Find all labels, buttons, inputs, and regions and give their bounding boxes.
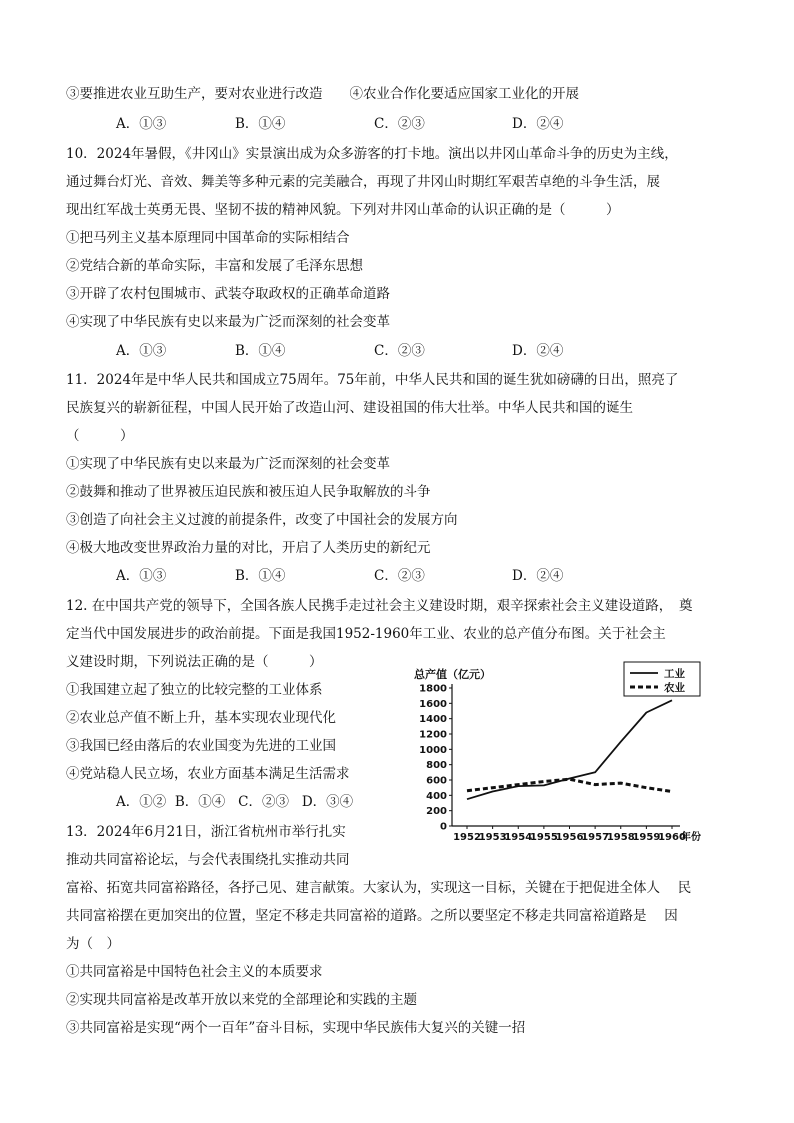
chart-x-tick-label: 1960 — [658, 832, 686, 843]
chart-x-tick-label: 1957 — [581, 832, 610, 843]
chart-y-tick-label: 1600 — [419, 698, 447, 710]
chart-x-tick-label: 1952 — [453, 832, 481, 843]
q9-option-b: B．①④ — [235, 116, 286, 132]
q13-stem-line: 推动共同富裕论坛，与会代表围绕扎实推动共同 — [66, 852, 350, 868]
chart-y-tick-label: 0 — [440, 821, 447, 833]
q11-item-4: ④极大地改变世界政治力量的对比，开启了人类历史的新纪元 — [66, 540, 431, 556]
chart-y-axis-label: 总产值（亿元） — [414, 668, 491, 681]
chart-x-tick-label: 1959 — [632, 832, 661, 843]
chart-y-tick-label: 800 — [426, 760, 447, 772]
chart-x-tick-label: 1954 — [504, 832, 533, 843]
q11-option-b: B．①④ — [235, 568, 286, 584]
chart-x-axis-label: 年份 — [681, 832, 701, 843]
q12-item-1: ①我国建立起了独立的比较完整的工业体系 — [66, 682, 323, 698]
chart-legend-label: 农业 — [664, 682, 685, 694]
q10-option-c: C．②③ — [374, 343, 425, 359]
q10-item-3: ③开辟了农村包围城市、武装夺取政权的正确革命道路 — [66, 286, 390, 302]
q11-item-2: ②鼓舞和推动了世界被压迫民族和被压迫人民争取解放的斗争 — [66, 484, 431, 500]
q10-item-1: ①把马列主义基本原理同中国革命的实际相结合 — [66, 230, 350, 246]
q11-answer-blank: （ ） — [66, 428, 134, 444]
chart-x-tick-label: 1953 — [478, 832, 507, 843]
chart-series-line-1 — [467, 700, 672, 799]
q13-item-1: ①共同富裕是中国特色社会主义的本质要求 — [66, 964, 323, 980]
chart-x-tick-label: 1958 — [606, 832, 635, 843]
q10-option-d: D．②④ — [512, 343, 564, 359]
q12-item-3: ③我国已经由落后的农业国变为先进的工业国 — [66, 738, 336, 754]
chart-y-tick-label: 1200 — [419, 729, 447, 741]
q12-stem-line: 12. 在中国共产党的领导下，全国各族人民携手走过社会主义建设时期，艰辛探索社会主义建设道路， 奠 — [66, 598, 693, 614]
q10-item-2: ②党结合新的革命实际，丰富和发展了毛泽东思想 — [66, 258, 363, 274]
q11-item-1: ①实现了中华民族有史以来最为广泛而深刻的社会变革 — [66, 456, 390, 472]
chart-y-tick-label: 400 — [426, 790, 447, 802]
q11-item-3: ③创造了向社会主义过渡的前提条件，改变了中国社会的发展方向 — [66, 512, 458, 528]
q9-item-line: ③要推进农业互助生产，要对农业进行改造 ④农业合作化要适应国家工业化的开展 — [66, 86, 579, 102]
q10-stem-line: 现出红军战士英勇无畏、坚韧不拔的精神风貌。下列对井冈山革命的认识正确的是（ ） — [66, 202, 620, 218]
chart-y-tick-label: 600 — [426, 775, 447, 787]
chart-legend-box — [624, 662, 700, 696]
chart-y-tick-label: 1400 — [419, 714, 447, 726]
q13-stem-line: 共同富裕摆在更加突出的位置，坚定不移走共同富裕的道路。之所以要坚定不移走共同富裕道路是 因 — [66, 908, 678, 924]
q13-stem-line: 为（ ） — [66, 936, 120, 952]
q11-stem-line: 民族复兴的崭新征程，中国人民开始了改造山河、建设祖国的伟大壮举。中华人民共和国的诞生 — [66, 400, 633, 416]
chart-x-tick-label: 1956 — [555, 832, 584, 843]
q13-item-3: ③共同富裕是实现“两个一百年”奋斗目标，实现中华民族伟大复兴的关键一招 — [66, 1020, 526, 1036]
chart-y-tick-label: 200 — [426, 806, 447, 818]
q9-option-a: A．①③ — [116, 116, 167, 132]
q11-option-c: C．②③ — [374, 568, 425, 584]
q11-option-d: D．②④ — [512, 568, 564, 584]
q12-stem-line: 义建设时期，下列说法正确的是（ ） — [66, 654, 323, 670]
q10-option-b: B．①④ — [235, 343, 286, 359]
q10-item-4: ④实现了中华民族有史以来最为广泛而深刻的社会变革 — [66, 314, 390, 330]
q9-option-d: D．②④ — [512, 116, 564, 132]
q11-stem-line: 11．2024年是中华人民共和国成立75周年。75年前，中华人民共和国的诞生犹如磅礴的日出，照亮了 — [66, 372, 679, 388]
q10-stem-line: 10．2024年暑假，《井冈山》实景演出成为众多游客的打卡地。演出以井冈山革命斗争的历史为主线， — [66, 146, 678, 162]
q12-options: A．①② B．①④ C．②③ D．③④ — [116, 794, 354, 810]
q13-stem-line: 富裕、拓宽共同富裕路径，各抒己见、建言献策。大家认为，实现这一目标，关键在于把促进全体人 民 — [66, 880, 692, 896]
q11-option-a: A．①③ — [116, 568, 167, 584]
q12-stem-line: 定当代中国发展进步的政治前提。下面是我国1952-1960年工业、农业的总产值分布图。关于社会主 — [66, 626, 666, 642]
chart-y-tick-label: 1800 — [419, 683, 447, 695]
q13-item-2: ②实现共同富裕是改革开放以来党的全部理论和实践的主题 — [66, 992, 417, 1008]
q12-item-2: ②农业总产值不断上升，基本实现农业现代化 — [66, 710, 336, 726]
q12-item-4: ④党站稳人民立场，农业方面基本满足生活需求 — [66, 766, 350, 782]
q10-stem-line: 通过舞台灯光、音效、舞美等多种元素的完美融合，再现了井冈山时期红军艰苦卓绝的斗争生活，展 — [66, 174, 660, 190]
chart-y-tick-label: 1000 — [419, 744, 447, 756]
q13-stem-line: 13．2024年6月21日，浙江省杭州市举行扎实 — [66, 824, 346, 840]
q9-option-c: C．②③ — [374, 116, 425, 132]
chart-x-tick-label: 1955 — [529, 832, 558, 843]
industry-agriculture-chart — [412, 657, 712, 847]
q10-option-a: A．①③ — [116, 343, 167, 359]
chart-legend-label: 工业 — [664, 668, 685, 680]
